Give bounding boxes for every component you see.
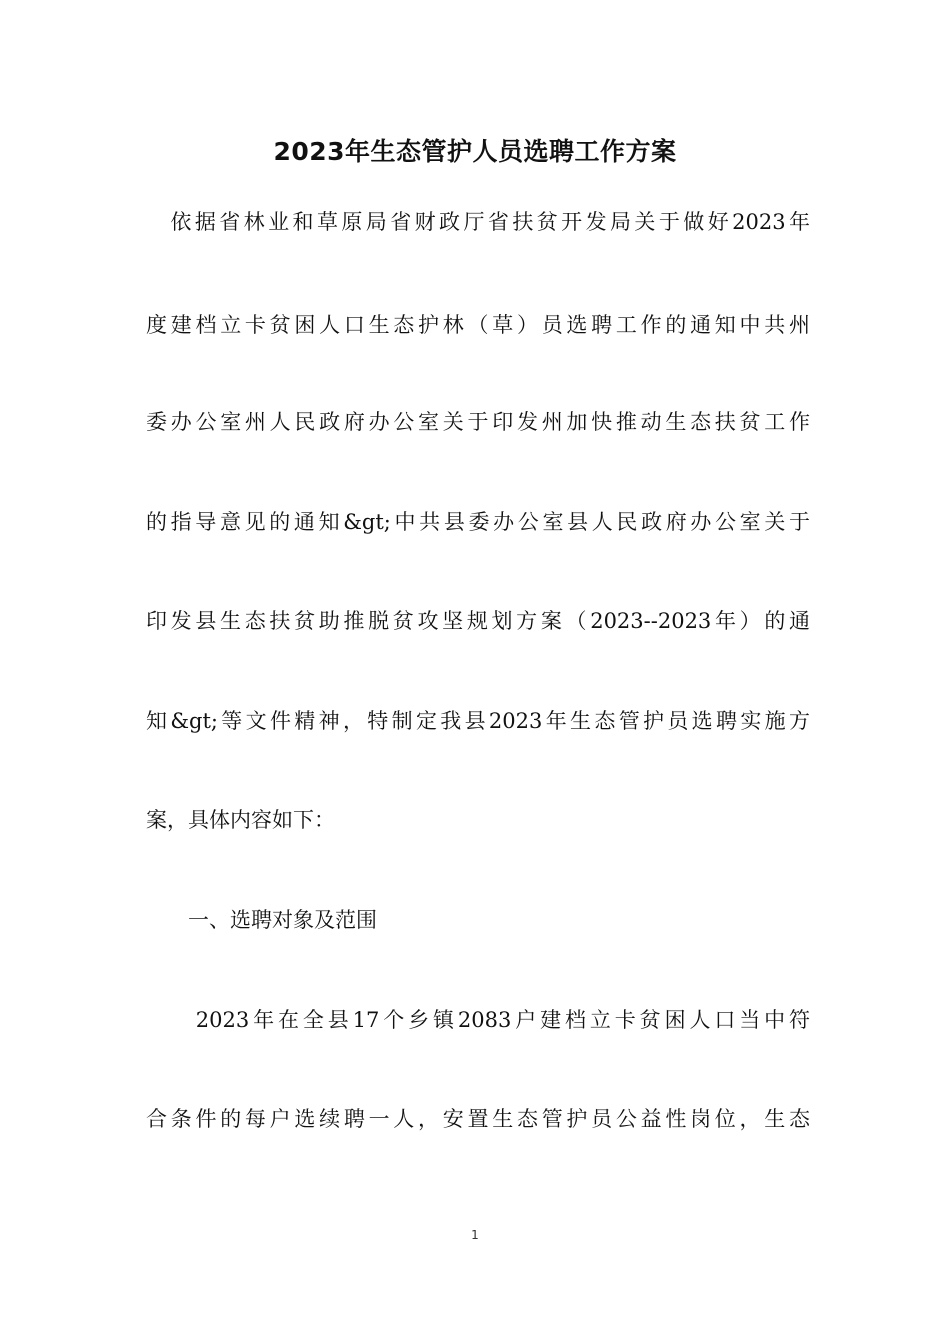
body-line: 的指导意见的通知&gt;中共县委办公室县人民政府办公室关于 [146, 510, 810, 534]
body-line: 印发县生态扶贫助推脱贫攻坚规划方案（2023--2023年）的通 [146, 609, 810, 633]
page-number: 1 [471, 1228, 479, 1242]
document-title: 2023年生态管护人员选聘工作方案 [273, 137, 677, 166]
body-line: 依据省林业和草原局省财政厅省扶贫开发局关于做好2023年 [146, 210, 810, 234]
body-line: 度建档立卡贫困人口生态护林（草）员选聘工作的通知中共州 [146, 313, 810, 337]
body-line: 案，具体内容如下： [146, 808, 335, 832]
body-line: 2023年在全县17个乡镇2083户建档立卡贫困人口当中符 [146, 1008, 810, 1032]
body-line: 合条件的每户选续聘一人，安置生态管护员公益性岗位，生态 [146, 1107, 810, 1131]
body-line: 委办公室州人民政府办公室关于印发州加快推动生态扶贫工作 [146, 410, 810, 434]
section-heading: 一、选聘对象及范围 [146, 908, 377, 932]
body-line: 知&gt;等文件精神，特制定我县2023年生态管护员选聘实施方 [146, 709, 810, 733]
